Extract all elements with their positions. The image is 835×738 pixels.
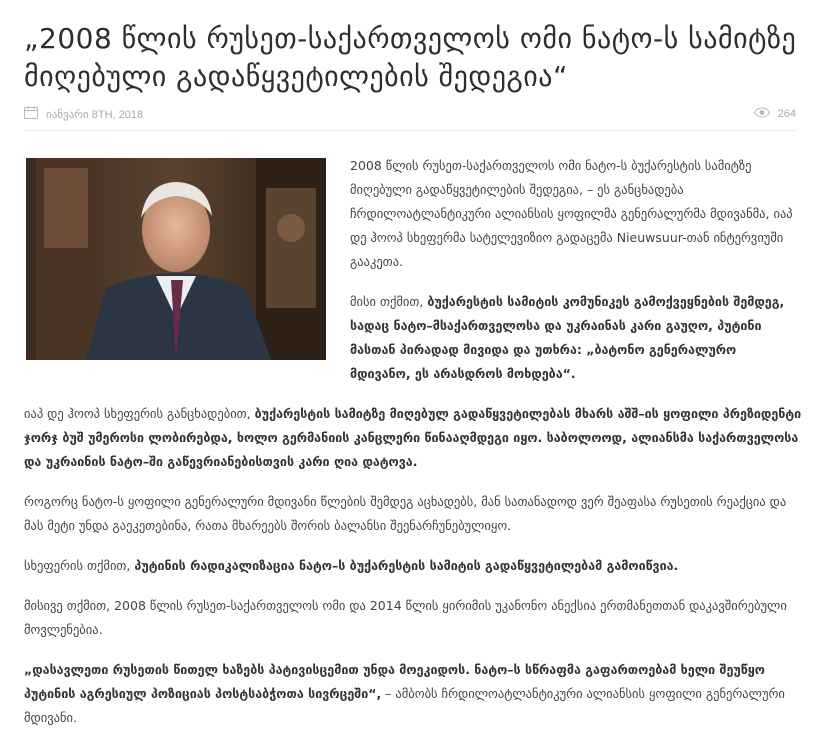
bold-text: „დასავლეთი რუსეთის წითელ ხაზებს პატივისცემით უნდა მოეკიდოს. ნატო–ს სწრაფმა გაფართოებამ ხელი შეუწყო პუტინის აგრესიულ პოზიციას პოსტსაბჭოთა სივრცეში“, — [24, 662, 765, 701]
paragraph-radicalization — [24, 554, 802, 578]
bold-text: პუტინის რადიკალიზაცია ნატო–ს ბუქარესტის სამიტის გადაწყვეტილებამ გამოიწვია. — [134, 558, 679, 573]
article-title: „2008 წლის რუსეთ-საქართველოს ომი ნატო-ს სამიტზე მიღებული გადაწყვეტილების შედეგია“ — [24, 22, 797, 93]
paragraph-text: სხეფერის თქმით, — [24, 558, 135, 573]
bold-text: ბუქარესტის სამიტზე მიღებულ გადაწყვეტილებას მხარს აშშ–ის ყოფილი პრეზიდენტი ჯორჯ ბუშ უმეროსი ლობირებდა, ხოლო გერმანიის კანცლერი წინააღმდეგი იყო. საბოლოოდ, ალიანსმა საქართველოსა და უკრაინის ნატო–ში გაწევრიანებისთვის კარი ღია დატოვა. — [24, 406, 802, 469]
paragraph-quote — [350, 290, 800, 386]
portrait-image — [26, 158, 326, 360]
paragraph-lobbying — [24, 402, 802, 474]
eye-icon — [754, 107, 770, 118]
paragraph-reaction: როგორც ნატო-ს ყოფილი გენერალური მდივანი წლების შემდეგ აცხადებს, მან სათანადოდ ვერ შეაფასა რუსეთის რეაქცია და მას მეტი უნდა გაეკეთებინა, რათა მხარეებს შორის ბალანსი შეენარჩუნებულიყო. — [24, 494, 787, 533]
paragraph-closing-quote — [24, 658, 802, 730]
paragraph-crimea: მისივე თქმით, 2008 წლის რუსეთ-საქართველოს ომი და 2014 წლის ყირიმის უკანონო ანექსია ერთმანეთთან დაკავშირებული მოვლენებია. — [24, 598, 787, 637]
paragraph-text: იაპ დე ჰოოპ სხეფერის განცხადებით, — [24, 406, 255, 421]
view-count: 264 — [777, 108, 796, 120]
article-photo — [26, 158, 326, 360]
publish-date: იანვარი 8TH, 2018 — [46, 109, 144, 121]
calendar-icon — [24, 106, 38, 119]
paragraph-intro: 2008 წლის რუსეთ-საქართველოს ომი ნატო-ს ბუქარესტის სამიტზე მიღებული გადაწყვეტილების შედეგია, – ეს განცხადება ჩრდილოატლანტიკური ალიანსის ყოფილმა გენერალურმა მდივანმა, იაპ დე ჰოოპ სხეფერმა სატელევიზიო გადაცემა Nieuwsuur-თან ინტერვიუში გააკეთა. — [350, 158, 793, 269]
article-meta — [24, 104, 796, 126]
divider — [24, 130, 796, 131]
paragraph-text: – ამბობს ჩრდილოატლანტიკური ალიანსის ყოფილი გენერალური მდივანი. — [24, 686, 785, 725]
paragraph-text: მისი თქმით, — [350, 294, 428, 309]
bold-text: ბუქარესტის სამიტის კომუნიკეს გამოქვეყნების შემდეგ, სადაც ნატო–მსაქართველოსა და უკრაინას კარი გაუღო, პუტინი მასთან პირადად მივიდა და უთხრა: „ბატონო გენერალურო მდივანო, ეს არასდროს მოხდება“. — [350, 294, 785, 381]
